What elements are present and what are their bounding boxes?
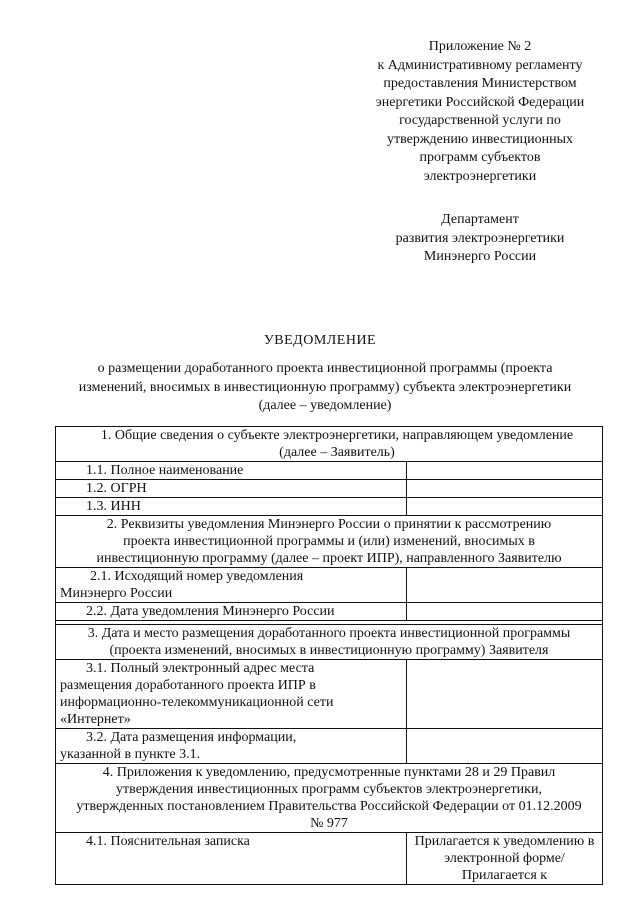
row-label xyxy=(56,568,407,603)
row-label-line: 2.1. Исходящий номер уведомления xyxy=(90,569,304,584)
recipient-line: развития электроэнергетики xyxy=(395,230,565,246)
appendix-line: утверждению инвестиционных xyxy=(386,131,574,147)
section-2-heading xyxy=(56,516,603,568)
row-label-line: «Интернет» xyxy=(60,712,131,727)
row-value-line: Прилагается к уведомлению в xyxy=(414,834,595,849)
recipient-block xyxy=(360,211,600,267)
subtitle-line: (далее – уведомление) xyxy=(258,398,392,413)
appendix-line: программ субъектов xyxy=(419,150,541,165)
row-label-line: 3.1. Полный электронный адрес места xyxy=(86,661,315,676)
section-heading-line: № 977 xyxy=(310,816,348,831)
section-1-heading xyxy=(56,427,603,462)
section-heading-line: (проекта изменений, вносимых в инвестиционную программу) Заявителя xyxy=(109,643,549,658)
row-label: 1.2. ОГРН xyxy=(56,480,407,498)
notice-date-field[interactable] xyxy=(407,603,603,621)
row-label-line: Минэнерго России xyxy=(60,586,173,601)
subtitle-line: изменений, вносимых в инвестиционную программу) субъекта электроэнергетики xyxy=(78,379,572,395)
subtitle-line: о размещении доработанного проекта инвестиционной программы (проекта xyxy=(97,361,553,376)
notice-form-table xyxy=(55,426,603,885)
recipient-line: Департамент xyxy=(441,212,519,227)
appendix-line: Приложение № 2 xyxy=(428,39,532,54)
section-heading-line: 2. Реквизиты уведомления Минэнерго России о принятии к рассмотрению xyxy=(106,517,552,532)
appendix-line: предоставления Министерством xyxy=(383,76,577,91)
table-row xyxy=(56,603,603,621)
explanatory-note-value xyxy=(407,833,603,885)
section-4-heading xyxy=(56,764,603,833)
appendix-line: электроэнергетики xyxy=(423,168,537,184)
section-heading-line: (далее – Заявитель) xyxy=(279,445,395,460)
row-label-line: указанной в пункте 3.1. xyxy=(60,747,201,762)
table-row xyxy=(56,833,603,885)
table-row xyxy=(56,729,603,764)
table-row xyxy=(56,660,603,729)
table-row xyxy=(56,462,603,480)
section-heading-line: 1. Общие сведения о субъекте электроэнергетики, направляющем уведомление xyxy=(100,428,574,443)
appendix-line: энергетики Российской Федерации xyxy=(375,94,585,110)
table-row xyxy=(56,480,603,498)
appendix-line: государственной услуги по xyxy=(399,113,561,128)
notice-title: УВЕДОМЛЕНИЕ xyxy=(263,333,377,348)
table-row xyxy=(56,498,603,516)
row-label-line: 3.2. Дата размещения информации, xyxy=(86,730,297,745)
appendix-header xyxy=(360,38,600,186)
section-heading-line: инвестиционную программу (далее – проект ИПР), направленного Заявителю xyxy=(96,551,562,566)
section-heading-line: утвержденных постановлением Правительства Российской Федерации от 01.12.2009 xyxy=(76,799,582,814)
row-label: 2.2. Дата уведомления Минэнерго России xyxy=(56,603,407,621)
section-heading-line: 3. Дата и место размещения доработанного проекта инвестиционной программы xyxy=(87,626,571,641)
section-heading-line: 4. Приложения к уведомлению, предусмотренные пунктами 28 и 29 Правил xyxy=(102,765,556,780)
row-label-line: размещения доработанного проекта ИПР в xyxy=(60,678,316,693)
notice-number-field[interactable] xyxy=(407,568,603,603)
row-label xyxy=(56,660,407,729)
row-label: 4.1. Пояснительная записка xyxy=(56,833,407,885)
row-label: 1.1. Полное наименование xyxy=(56,462,407,480)
section-heading-line: утверждения инвестиционных программ субъектов электроэнергетики, xyxy=(116,782,542,797)
inn-field[interactable] xyxy=(407,498,603,516)
row-value-line: электронной форме/Прилагается к xyxy=(444,851,565,883)
section-3-heading xyxy=(56,625,603,660)
row-label-line: информационно-телекоммуникационной сети xyxy=(60,695,334,710)
full-name-field[interactable] xyxy=(407,462,603,480)
row-label: 1.3. ИНН xyxy=(56,498,407,516)
ogrn-field[interactable] xyxy=(407,480,603,498)
web-address-field[interactable] xyxy=(407,660,603,729)
appendix-line: к Административному регламенту xyxy=(377,57,583,73)
table-row xyxy=(56,568,603,603)
section-heading-line: проекта инвестиционной программы и (или) изменений, вносимых в xyxy=(123,534,535,549)
publish-date-field[interactable] xyxy=(407,729,603,764)
row-label xyxy=(56,729,407,764)
recipient-line: Минэнерго России xyxy=(423,249,537,264)
notice-subtitle xyxy=(60,360,590,416)
